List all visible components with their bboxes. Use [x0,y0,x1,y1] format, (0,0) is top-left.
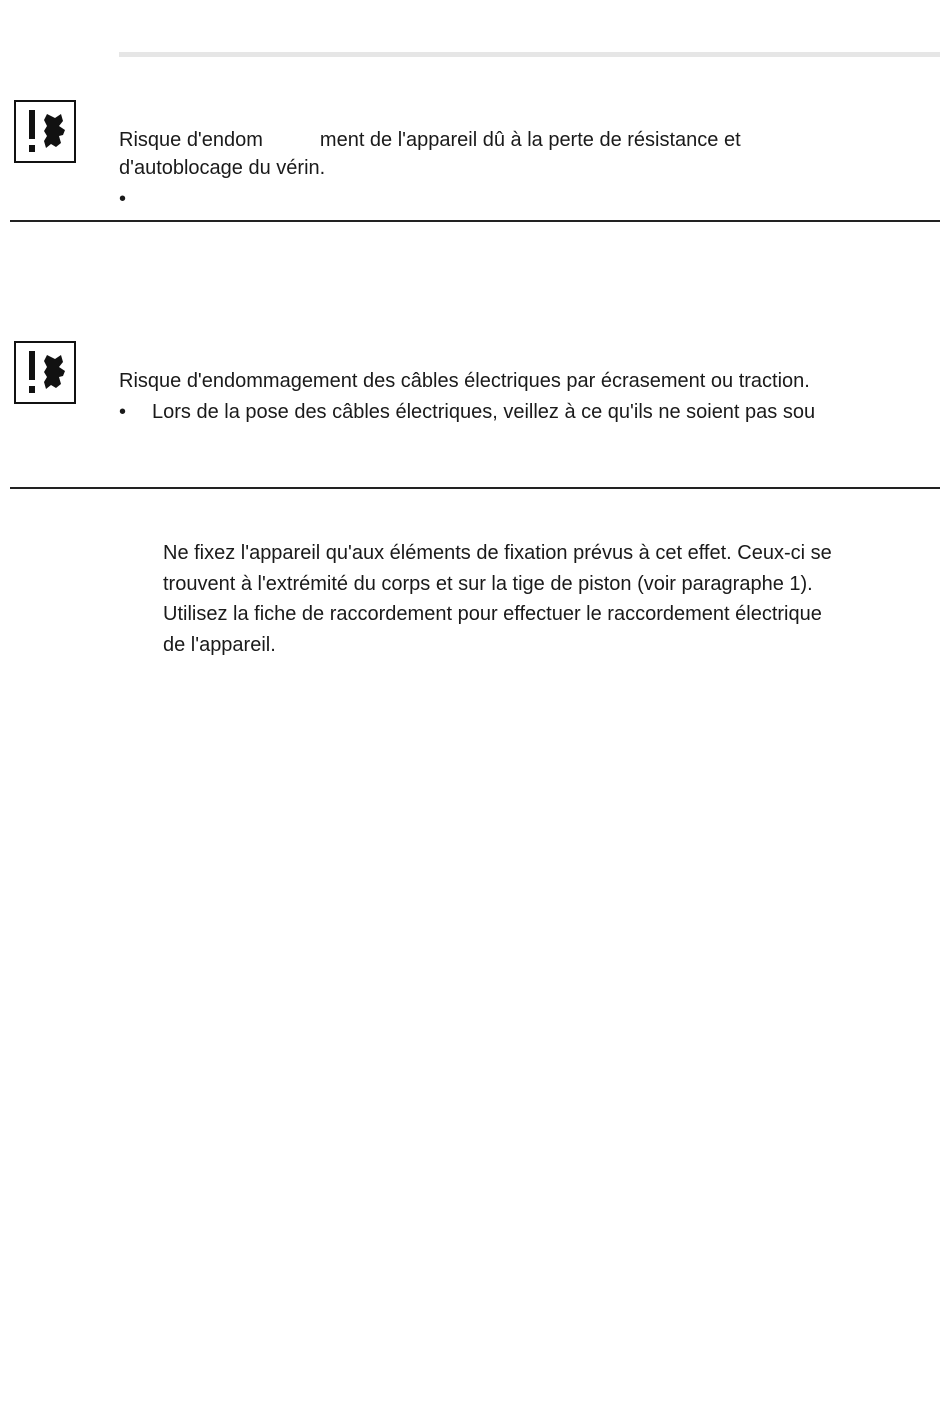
warning-gear-icon [14,341,76,404]
warning-gear-icon [14,100,76,163]
notice-2-bullet: • [119,401,127,423]
notice-2-line-1: Risque d'endommagement des câbles électriques par écrasement ou traction. [119,370,810,392]
notice-1-text-part-2: ment de l'appareil dû à la perte de résistance et [319,129,741,151]
notice-1-line-1 [119,126,741,154]
notice-1-bullet: • [119,188,127,210]
notice-1-line-2: d'autoblocage du vérin. [119,157,326,179]
instruction-line-2: trouvent à l'extrémité du corps et sur la tige de piston (voir paragraphe 1). [163,572,813,595]
section-divider-2 [10,487,940,489]
instruction-paragraph [163,538,943,660]
notice-1-text-part-1: Risque d'endom [119,129,263,151]
instruction-line-1: Ne fixez l'appareil qu'aux éléments de fixation prévus à cet effet. Ceux-ci se [163,542,832,564]
section-divider-1 [10,220,940,222]
instruction-line-3: Utilisez la fiche de raccordement pour effectuer le raccordement électrique [163,603,822,625]
instruction-line-4: de l'appareil. [163,633,276,656]
header-divider [119,52,940,57]
notice-2-bullet-text: Lors de la pose des câbles électriques, veillez à ce qu'ils ne soient pas sou [152,401,816,423]
